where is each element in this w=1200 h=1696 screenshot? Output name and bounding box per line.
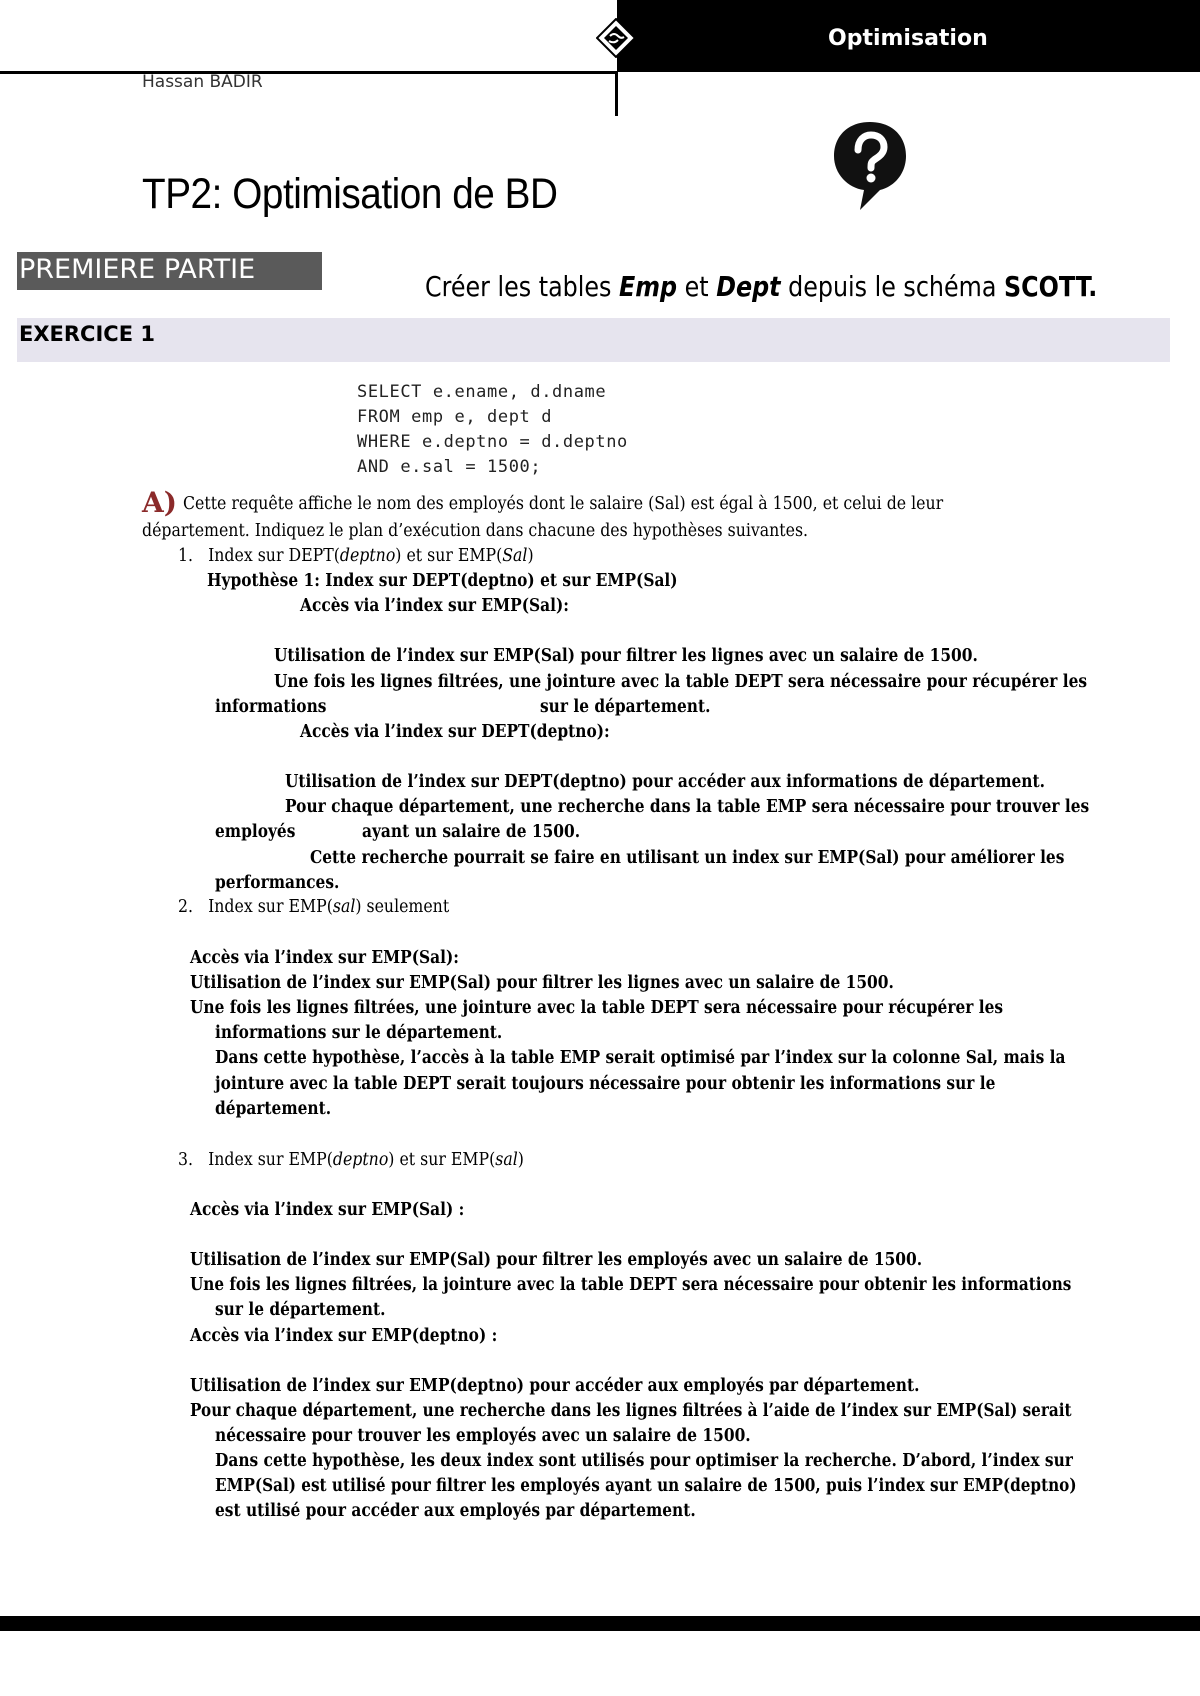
answer-line: EMP(Sal) est utilisé pour filtrer les employés ayant un salaire de 1500, puis l’index sur EMP(deptno) [215, 1476, 1077, 1496]
answer-line: Utilisation de l’index sur EMP(deptno) pour accéder aux employés par département. [190, 1376, 920, 1396]
answer-line: Pour chaque département, une recherche dans les lignes filtrées à l’aide de l’index sur EMP(Sal) serait [190, 1401, 1072, 1421]
answer-line: Une fois les lignes filtrées, la jointure avec la table DEPT sera nécessaire pour obtenir les informations [190, 1275, 1072, 1295]
answer-line: informations sur le département. [215, 1023, 503, 1043]
exercise-banner [17, 318, 1170, 362]
answer-line: Dans cette hypothèse, les deux index sont utilisés pour optimiser la recherche. D’abord, l’index sur [215, 1451, 1073, 1471]
answer-line: est utilisé pour accéder aux employés par département. [215, 1501, 696, 1521]
answer-line: Cette recherche pourrait se faire en utilisant un index sur EMP(Sal) pour améliorer les [310, 848, 1065, 868]
code-line: SELECT e.ename, d.dname [357, 382, 607, 402]
answer-line: Dans cette hypothèse, l’accès à la table EMP serait optimisé par l’index sur la colonne Sal, mais la [215, 1048, 1066, 1068]
part-label: PREMIERE PARTIE [19, 254, 256, 285]
code-line: AND e.sal = 1500; [357, 457, 542, 477]
instruction-text: Créer les tables Emp et Dept depuis le schéma SCOTT. [425, 270, 1098, 303]
footer-bar [0, 1616, 1200, 1631]
answer-line: Utilisation de l’index sur EMP(Sal) pour filtrer les lignes avec un salaire de 1500. [190, 973, 894, 993]
answer-line: performances. [215, 873, 340, 893]
answer-line: Accès via l’index sur EMP(Sal): [300, 596, 569, 616]
code-line: WHERE e.deptno = d.deptno [357, 432, 628, 452]
answer-line: Accès via l’index sur DEPT(deptno): [300, 722, 610, 742]
answer-line: sur le département. [540, 697, 711, 717]
answer-line: Accès via l’index sur EMP(deptno) : [190, 1326, 498, 1346]
answer-line: nécessaire pour trouver les employés avec un salaire de 1500. [215, 1426, 751, 1446]
header-title: Optimisation [828, 26, 988, 51]
answer-line: informations [215, 697, 327, 717]
answer-line: Accès via l’index sur EMP(Sal) : [190, 1200, 465, 1220]
answer-line: jointure avec la table DEPT serait toujours nécessaire pour obtenir les informations sur le [215, 1074, 996, 1094]
header-rule [0, 71, 617, 74]
answer-line: Une fois les lignes filtrées, une jointure avec la table DEPT sera nécessaire pour récupérer les [190, 998, 1004, 1018]
answer-line: Une fois les lignes filtrées, une jointure avec la table DEPT sera nécessaire pour récupérer les [274, 672, 1088, 692]
answer-line: Utilisation de l’index sur EMP(Sal) pour filtrer les lignes avec un salaire de 1500. [274, 646, 978, 666]
author-name: Hassan BADIR [142, 72, 263, 92]
answer-line: Pour chaque département, une recherche dans la table EMP sera nécessaire pour trouver les [285, 797, 1090, 817]
answer-line: sur le département. [215, 1300, 386, 1320]
code-line: FROM emp e, dept d [357, 407, 553, 427]
answer-line: Utilisation de l’index sur EMP(Sal) pour filtrer les employés avec un salaire de 1500. [190, 1250, 923, 1270]
question-text: département. Indiquez le plan d’exécution dans chacune des hypothèses suivantes. [142, 521, 809, 541]
answer-line: ayant un salaire de 1500. [362, 822, 581, 842]
answer-line: employés [215, 822, 296, 842]
question-mark-icon [830, 118, 910, 214]
list-item: 1. Index sur DEPT(deptno) et sur EMP(Sal) [178, 546, 534, 566]
header-divider [615, 72, 618, 116]
page-title: TP2: Optimisation de BD [142, 170, 558, 218]
answer-line: Accès via l’index sur EMP(Sal): [190, 948, 459, 968]
list-item: 3. Index sur EMP(deptno) et sur EMP(sal) [178, 1150, 524, 1170]
question-letter: A) [142, 486, 177, 519]
answer-line: Hypothèse 1: Index sur DEPT(deptno) et sur EMP(Sal) [207, 571, 678, 591]
answer-line: département. [215, 1099, 332, 1119]
list-item: 2. Index sur EMP(sal) seulement [178, 897, 450, 917]
answer-line: Utilisation de l’index sur DEPT(deptno) pour accéder aux informations de département. [285, 772, 1045, 792]
exercise-label: EXERCICE 1 [19, 322, 155, 346]
question-text: Cette requête affiche le nom des employés dont le salaire (Sal) est égal à 1500, et celui de leur [183, 494, 944, 514]
globe-diamond-icon [596, 18, 636, 58]
